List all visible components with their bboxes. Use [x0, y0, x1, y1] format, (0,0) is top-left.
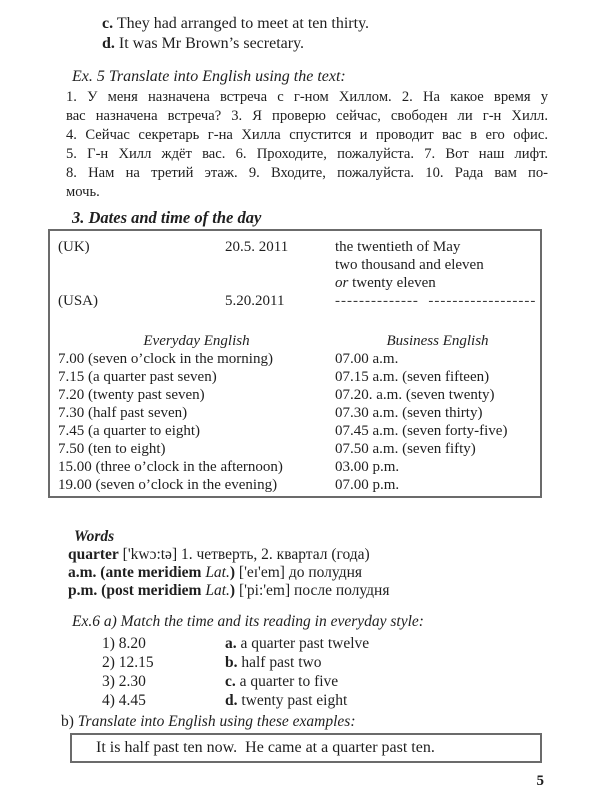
time-row [58, 440, 540, 458]
option-letter: d. [102, 35, 115, 52]
ex5-line-2: вас назначена встреча? 3. Я проверю сейчас, свободен ли г-н Хилл. [66, 108, 548, 124]
match-answer [225, 691, 600, 710]
vocab-term: a.m. (ante meridiem [68, 564, 206, 581]
ex6b-title: Translate into English using these examples: [77, 713, 356, 730]
example-sentence-box: It is half past ten now. He came at a quarter past ten. [70, 733, 542, 763]
section-heading: 3. Dates and time of the day [72, 208, 262, 227]
match-time: 1) 8.20 [102, 635, 146, 652]
match-time: 3) 2.30 [102, 673, 146, 690]
business-time: 07.50 a.m. (seven fifty) [335, 441, 476, 457]
business-time: 07.30 a.m. (seven thirty) [335, 405, 483, 421]
match-letter: d. [225, 692, 238, 709]
uk-label: (UK) [58, 239, 90, 255]
match-text: twenty past eight [241, 692, 348, 709]
ex5-sentences [66, 88, 548, 202]
vocab-term-close: ) [229, 564, 236, 581]
usa-label: (USA) [58, 293, 98, 309]
page-number: 5 [536, 773, 544, 789]
date-readings [335, 238, 540, 310]
everyday-time: 7.20 (twenty past seven) [58, 387, 205, 403]
ex6b-heading [61, 713, 600, 731]
time-row [58, 368, 540, 386]
match-answer [225, 653, 600, 672]
time-row [58, 404, 540, 422]
everyday-time: 15.00 (three o’clock in the afternoon) [58, 459, 283, 475]
vocab-entry-pm [68, 582, 600, 600]
everyday-time: 7.30 (half past seven) [58, 405, 188, 421]
option-letter: c. [102, 15, 114, 32]
everyday-time: 19.00 (seven o’clock in the evening) [58, 477, 278, 493]
ex6b-prefix: b) [61, 713, 78, 730]
or-word: or [335, 275, 349, 291]
time-row [58, 422, 540, 440]
time-row [58, 476, 540, 494]
vocab-lat: Lat. [205, 582, 230, 599]
dates-times-table [48, 229, 542, 498]
match-letter: c. [225, 673, 236, 690]
vocab-term-close: ) [229, 582, 236, 599]
vocab-lat: Lat. [205, 564, 230, 581]
match-time: 2) 12.15 [102, 654, 154, 671]
business-time: 07.00 p.m. [335, 477, 400, 493]
match-row [102, 691, 600, 710]
match-text: half past two [241, 654, 322, 671]
match-row [102, 634, 600, 653]
vocab-entry-quarter [68, 546, 600, 564]
date-reading-line-2: two thousand and eleven [335, 257, 484, 273]
time-row [58, 458, 540, 476]
everyday-time: 7.45 (a quarter to eight) [58, 423, 201, 439]
ex5-line-1: 1. У меня назначена встреча с г-ном Хиллом. 2. На какое время у [66, 89, 548, 105]
match-row [102, 672, 600, 691]
vocabulary-block [68, 528, 600, 600]
option-text: They had arranged to meet at ten thirty. [116, 15, 370, 32]
ex5-line-5: 8. Нам на третий этаж. 9. Входите, пожалуйста. 10. Рада вам по- [66, 165, 548, 181]
answer-options [102, 14, 600, 54]
ex5-line-3: 4. Сейчас секретарь г-на Хилла спустится и проводит вас в его офис. [66, 127, 548, 143]
vocab-term: p.m. (post meridiem [68, 582, 206, 599]
option-text: It was Mr Brown’s secretary. [118, 35, 305, 52]
business-time: 07.00 a.m. [335, 351, 399, 367]
match-time: 4) 4.45 [102, 692, 146, 709]
time-row [58, 386, 540, 404]
date-values [225, 238, 335, 310]
match-answer [225, 634, 600, 653]
business-time: 07.20. a.m. (seven twenty) [335, 387, 495, 403]
vocab-definition: ['pi:'em] после полудня [235, 582, 390, 599]
match-answer [225, 672, 600, 691]
business-time: 07.15 a.m. (seven fifteen) [335, 369, 490, 385]
everyday-time: 7.00 (seven o’clock in the morning) [58, 351, 273, 367]
date-reading-line-1: the twentieth of May [335, 239, 461, 255]
business-time: 07.45 a.m. (seven forty-five) [335, 423, 508, 439]
match-row [102, 653, 600, 672]
ex5-line-6: мочь. [66, 184, 100, 200]
words-heading: Words [74, 528, 115, 545]
answer-option-d [102, 34, 600, 54]
ex6-heading: Ex.6 a) Match the time and its reading in everyday style: [72, 613, 424, 630]
ex6-matching-list [102, 634, 600, 710]
time-column-headers [58, 332, 540, 350]
date-reading-line-3 [335, 274, 540, 292]
uk-date: 20.5. 2011 [225, 239, 289, 255]
usa-date: 5.20.2011 [225, 293, 285, 309]
ex5-line-4: 5. Г-н Хилл ждёт вас. 6. Проходите, пожалуйста. 7. Вот наш лифт. [66, 146, 548, 162]
or-rest: twenty eleven [348, 275, 436, 291]
answer-option-c [102, 14, 600, 34]
business-time: 03.00 p.m. [335, 459, 400, 475]
match-text: a quarter past twelve [240, 635, 370, 652]
everyday-time: 7.50 (ten to eight) [58, 441, 166, 457]
everyday-english-header: Everyday English [143, 333, 250, 349]
everyday-time: 7.15 (a quarter past seven) [58, 369, 217, 385]
country-labels [58, 238, 225, 310]
vocab-definition: ['kwɔ:tə] 1. четверть, 2. квартал (года) [118, 546, 370, 563]
ex5-heading: Ex. 5 Translate into English using the text: [72, 68, 346, 85]
business-english-header: Business English [386, 333, 489, 349]
match-text: a quarter to five [239, 673, 339, 690]
vocab-definition: ['eɪ'em] до полудня [235, 564, 362, 581]
date-format-block [58, 238, 540, 310]
dashed-rule: -------------- ------------------ [335, 293, 537, 309]
time-row [58, 350, 540, 368]
match-letter: a. [225, 635, 237, 652]
vocab-term: quarter [68, 546, 119, 563]
match-letter: b. [225, 654, 238, 671]
vocab-entry-am [68, 564, 600, 582]
